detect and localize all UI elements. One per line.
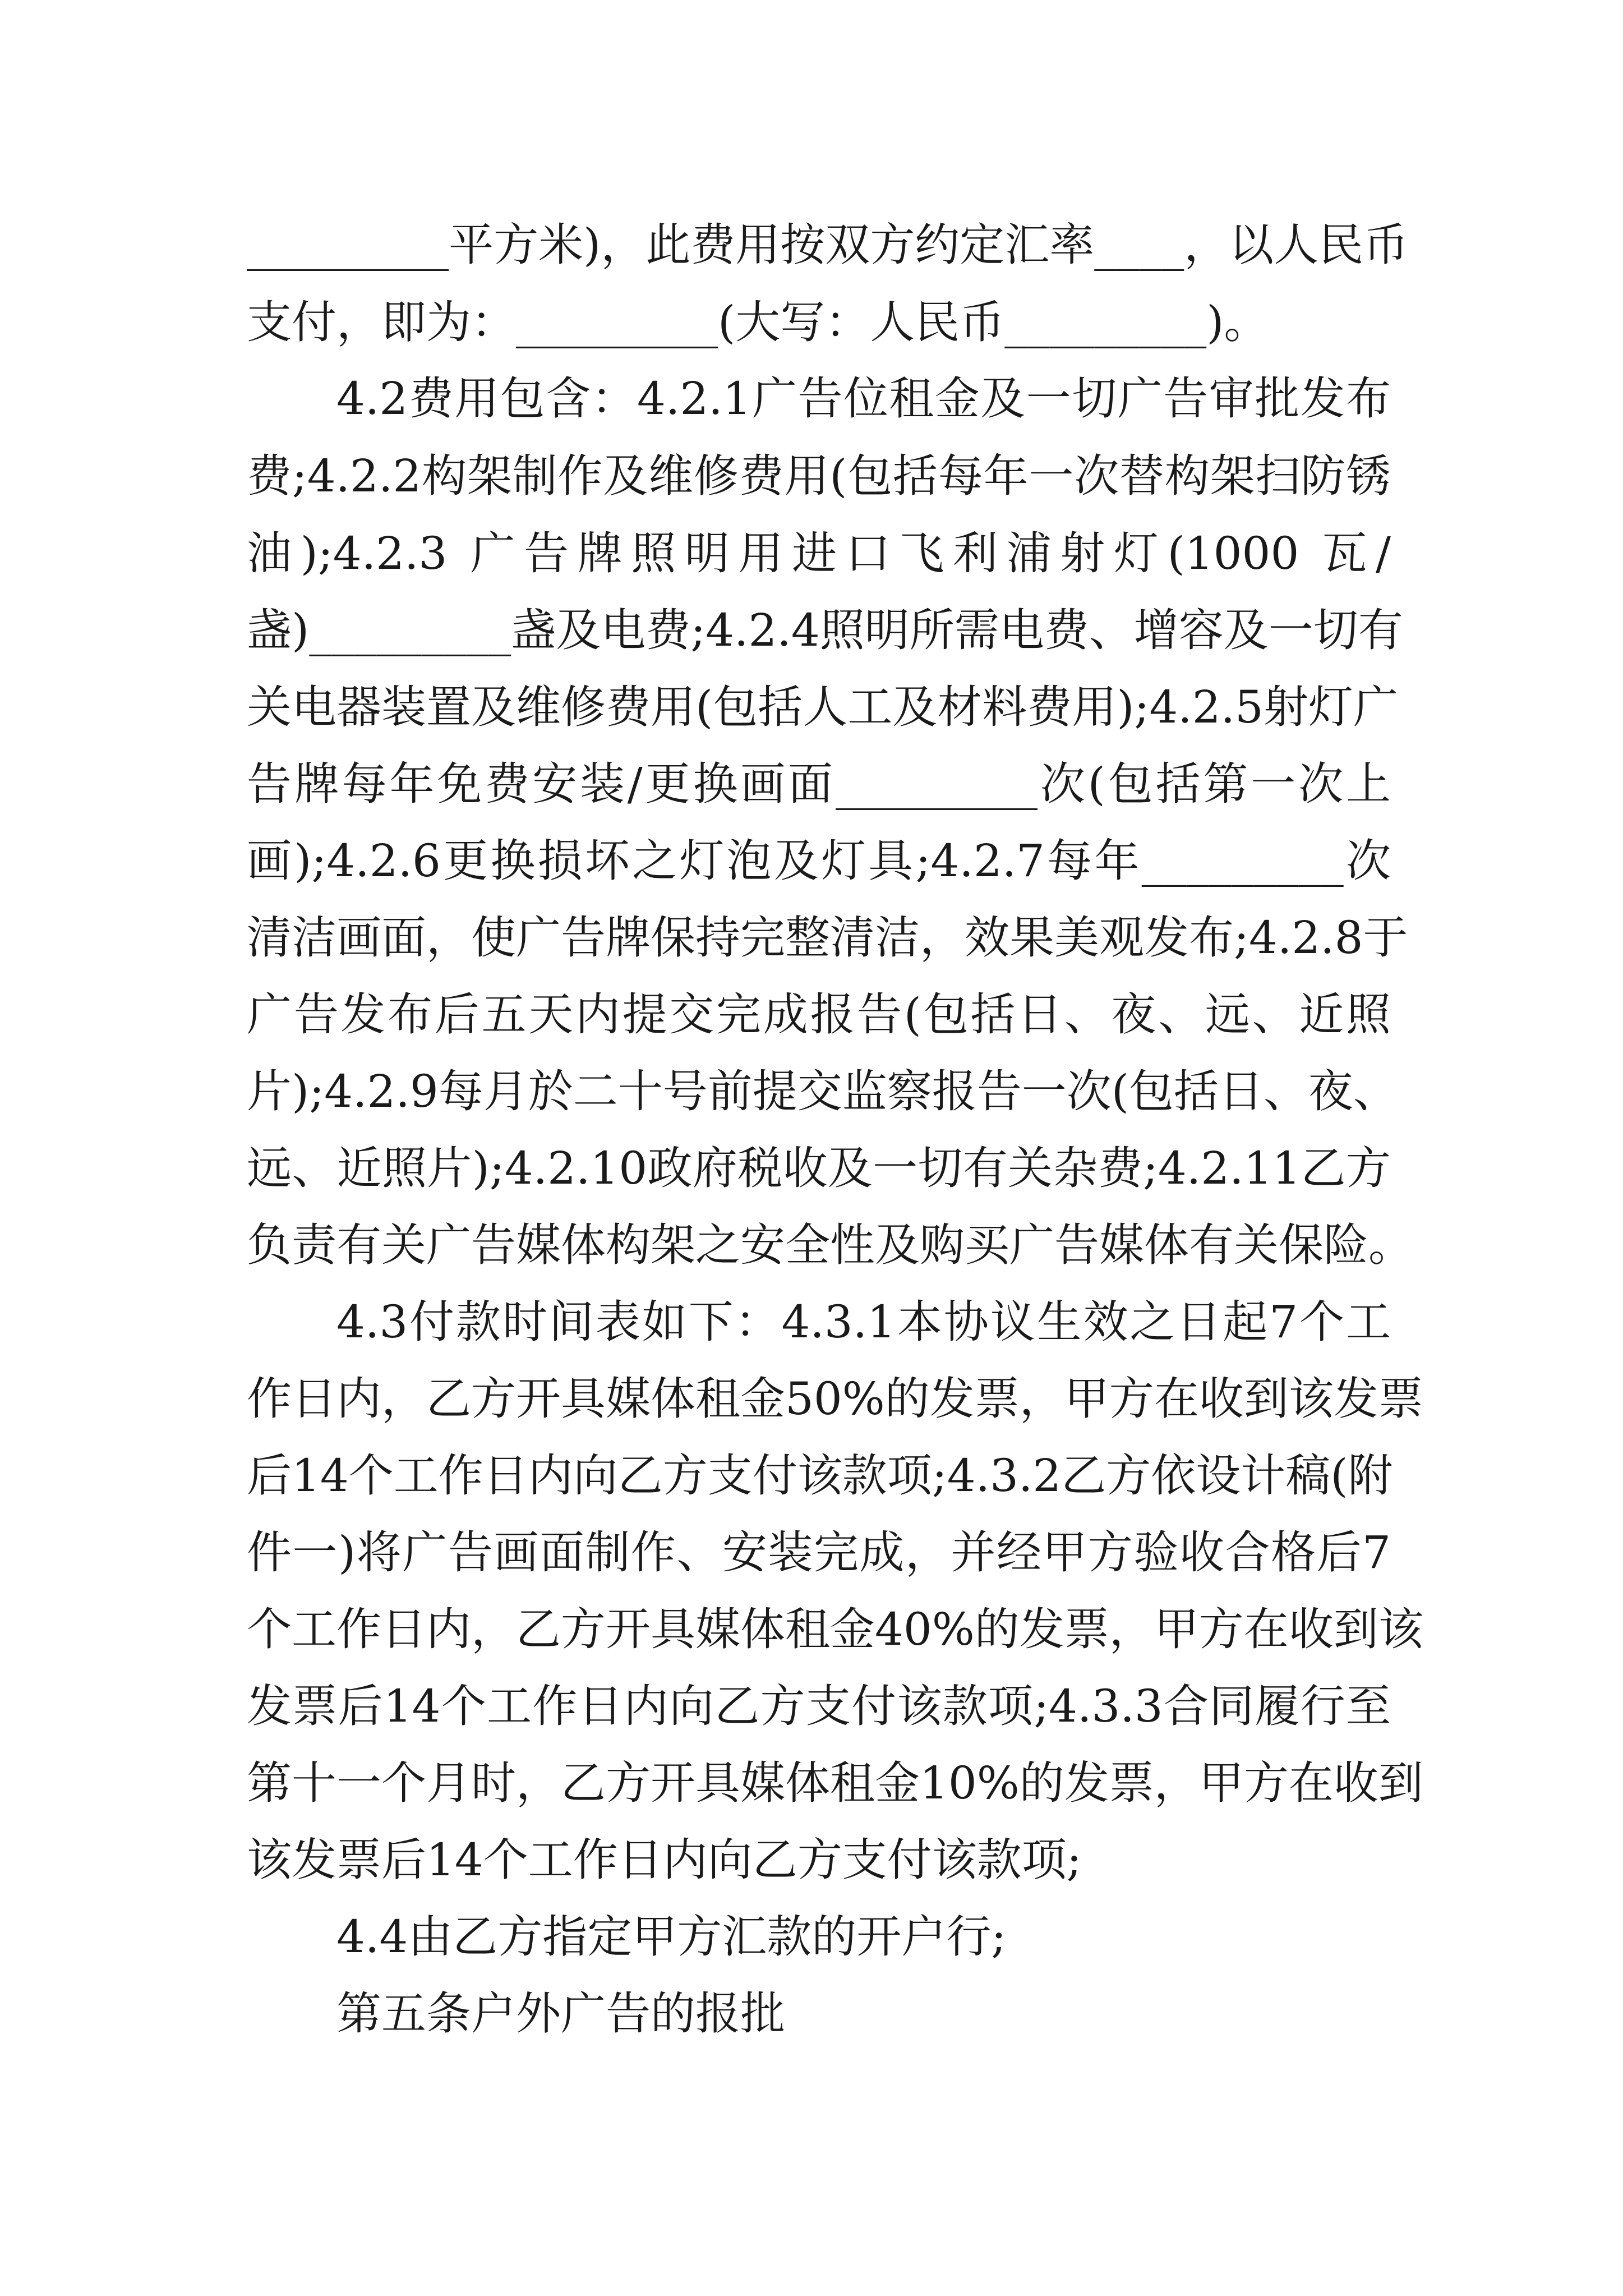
paragraph-4-4: 4.4由乙方指定甲方汇款的开户行;: [336, 1911, 1007, 1963]
text-line: 作日内，乙方开具媒体租金50%的发票，甲方在收到该发票: [247, 1373, 1423, 1425]
text-line: 后14个工作日内向乙方支付该款项;4.3.2乙方依设计稿(附: [247, 1450, 1393, 1502]
section-heading-article-5: 第五条户外广告的报批: [336, 1987, 785, 2040]
text-line: 该发票后14个工作日内向乙方支付该款项;: [247, 1834, 1082, 1886]
text-line: 个工作日内，乙方开具媒体租金40%的发票，甲方在收到该: [247, 1603, 1423, 1655]
text-line: 关电器装置及维修费用(包括人工及材料费用);4.2.5射灯广: [247, 681, 1398, 733]
text-line: _________平方米)，此费用按双方约定汇率____，以人民币: [247, 219, 1409, 271]
text-line: 远、近照片);4.2.10政府税收及一切有关杂费;4.2.11乙方: [247, 1142, 1391, 1194]
text-line: 告牌每年免费安装/更换画面_________次(包括第一次上: [247, 758, 1391, 810]
paragraph-4-3-first-line: 4.3付款时间表如下：4.3.1本协议生效之日起7个工: [336, 1296, 1391, 1348]
paragraph-4-2-first-line: 4.2费用包含：4.2.1广告位租金及一切广告审批发布: [336, 372, 1391, 425]
text-line: 盏)_________盏及电费;4.2.4照明所需电费、增容及一切有: [247, 604, 1403, 656]
text-line: 清洁画面，使广告牌保持完整清洁，效果美观发布;4.2.8于: [247, 912, 1408, 964]
text-line: 负责有关广告媒体构架之安全性及购买广告媒体有关保险。: [247, 1219, 1413, 1271]
text-line: 画);4.2.6更换损坏之灯泡及灯具;4.2.7每年_________次: [247, 835, 1391, 887]
text-line: 支付，即为：_________(大写：人民币_________)。: [247, 296, 1269, 348]
text-line: 片);4.2.9每月於二十号前提交监察报告一次(包括日、夜、: [247, 1065, 1398, 1117]
text-line: 第十一个月时，乙方开具媒体租金10%的发票，甲方在收到: [247, 1757, 1423, 1809]
text-line: 件一)将广告画面制作、安装完成，并经甲方验收合格后7: [247, 1526, 1391, 1579]
text-line: 发票后14个工作日内向乙方支付该款项;4.3.3合同履行至: [247, 1680, 1391, 1732]
text-line: 广告发布后五天内提交完成报告(包括日、夜、远、近照: [247, 988, 1391, 1041]
text-line: 油);4.2.3 广告牌照明用进口飞利浦射灯(1000 瓦/: [247, 527, 1391, 579]
text-line: 费;4.2.2构架制作及维修费用(包括每年一次替构架扫防锈: [247, 450, 1391, 502]
